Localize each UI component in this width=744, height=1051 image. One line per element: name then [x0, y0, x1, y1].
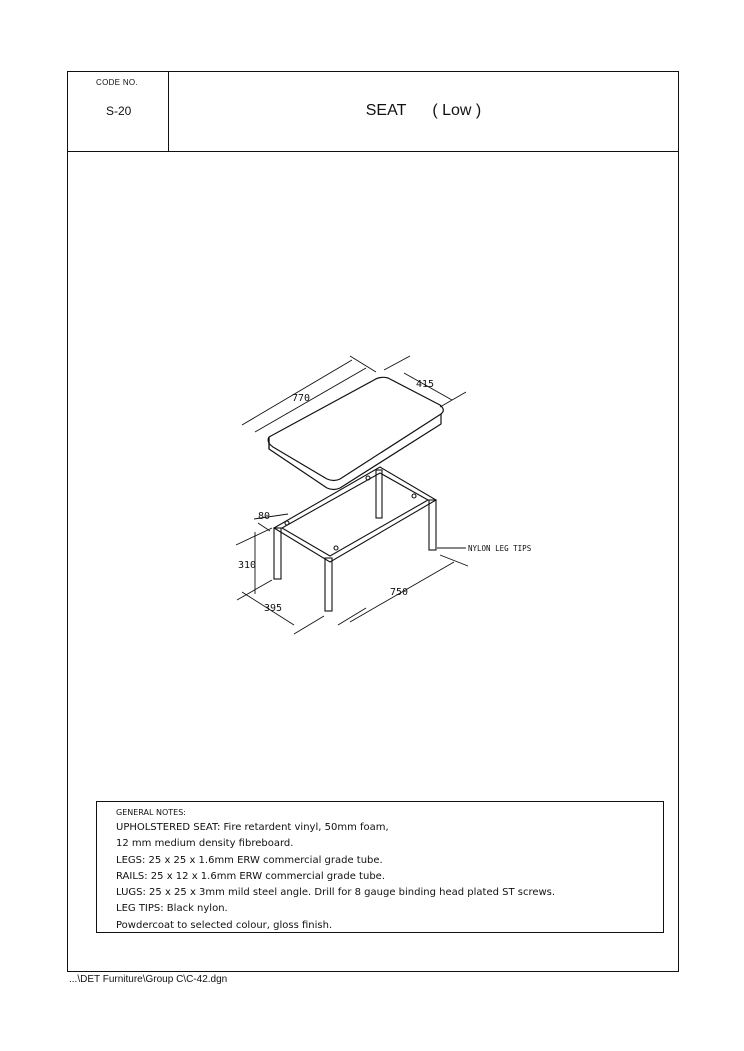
- leg-tips-callout: NYLON LEG TIPS: [468, 544, 532, 553]
- dim-top-width: 415: [416, 379, 435, 390]
- general-notes: [96, 801, 664, 933]
- note-line: 12 mm medium density fibreboard.: [116, 838, 294, 850]
- dim-frame-width: 395: [264, 603, 283, 614]
- title-text: SEAT: [365, 102, 407, 119]
- dim-top-thickness: 80: [258, 511, 271, 522]
- code-label: CODE NO.: [96, 78, 138, 87]
- note-line: LEGS: 25 x 25 x 1.6mm ERW commercial grade tube.: [116, 854, 383, 866]
- note-line: RAILS: 25 x 12 x 1.6mm ERW commercial grade tube.: [116, 870, 385, 882]
- file-path: ...\DET Furniture\Group C\C-42.dgn: [69, 974, 228, 985]
- note-line: LEG TIPS: Black nylon.: [116, 903, 228, 915]
- note-line: LUGS: 25 x 25 x 3mm mild steel angle. Drill for 8 gauge binding head plated ST screws.: [116, 887, 556, 899]
- dim-height: 310: [238, 560, 257, 571]
- note-line: UPHOLSTERED SEAT: Fire retardent vinyl, 50mm foam,: [116, 822, 389, 833]
- title-suffix: ( Low ): [432, 102, 482, 119]
- dimension-lines: [236, 356, 468, 634]
- dimension-labels: [238, 379, 532, 614]
- dim-top-length: 770: [292, 393, 311, 404]
- notes-heading: GENERAL NOTES:: [116, 808, 186, 817]
- dim-frame-length: 750: [390, 587, 409, 598]
- code-value: S-20: [106, 104, 132, 118]
- note-line: Powdercoat to selected colour, gloss finish.: [116, 919, 333, 931]
- seat-frame: [274, 467, 436, 611]
